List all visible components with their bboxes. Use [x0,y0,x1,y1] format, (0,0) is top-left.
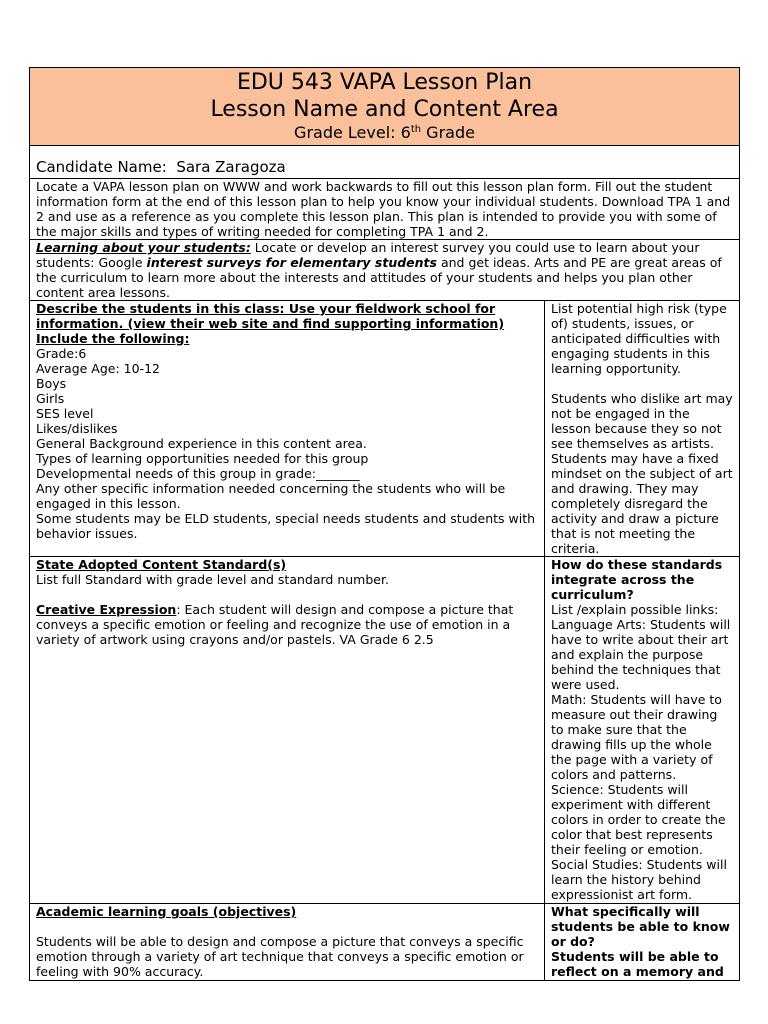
risk-cell [545,301,739,556]
describe-item: Any other specific information needed concerning the students who will be engaged in this lesson. [36,481,506,511]
candidate-name: Sara Zaragoza [176,158,286,176]
curriculum-link: Math: Students will have to measure out their drawing to make sure that the drawing fills up the whole the page with a variety of colors and patterns. [551,692,722,782]
learning-text-a: Locate or develop an interest survey you could use to learn about your students: Google [36,240,700,270]
standards-cell [30,557,545,903]
learning-row [30,240,739,301]
describe-item: Girls [36,391,65,406]
describe-row [30,301,739,557]
curriculum-link: Science: Students will experiment with different colors in order to create the color that best represents their feeling or emotion. [551,782,726,857]
document-header [30,68,739,146]
curriculum-link: Language Arts: Students will have to write about their art and explain the purpose behind the techniques that were used. [551,617,731,692]
creative-expression-label: Creative Expression [36,602,177,617]
creative-expression-text: : Each student will design and compose a picture that conveys a specific emotion or feeling and recognize the use of emotion in a variety of artwork using crayons and/or pastels. VA Grade 6 2.5 [36,602,514,647]
lesson-name-title: Lesson Name and Content Area [210,97,559,122]
intro-row [30,179,739,240]
describe-heading-2: information. (view their web site and find supporting information) [36,316,505,331]
goals-cell [30,904,545,980]
describe-item: Average Age: 10-12 [36,361,160,376]
candidate-row [30,146,739,179]
describe-item: Boys [36,376,67,391]
grade-level-ordinal: th [410,124,422,135]
goals-heading: Academic learning goals (objectives) [36,904,297,919]
links-intro: List /explain possible links: [551,602,719,617]
learning-text-b: and get ideas. Arts and PE are great areas of the curriculum to learn more about the interests and attitudes of your students and helps you plan other content area lessons. [36,255,722,300]
standards-instruction: List full Standard with grade level and standard number. [36,572,389,587]
describe-item: Developmental needs of this group in grade:_______ [36,466,360,481]
grade-level [30,123,739,143]
describe-heading-3: Include the following: [36,331,190,346]
risk-prompt: List potential high risk (type of) students, issues, or anticipated difficulties with engaging students in this learning opportunity. [551,301,727,376]
standards-heading: State Adopted Content Standard(s) [36,557,287,572]
integration-question: How do these standards integrate across the curriculum? [551,557,723,602]
document-title: EDU 543 VAPA Lesson Plan [236,70,533,95]
describe-cell [30,301,545,556]
creative-expression-standard [36,602,538,647]
describe-item: Some students may be ELD students, special needs students and students with behavior issues. [36,511,536,541]
describe-item: Grade:6 [36,346,87,361]
candidate-label: Candidate Name: [36,158,167,176]
intro-text: Locate a VAPA lesson plan on WWW and work backwards to fill out this lesson plan form. Fill out the student information form at the end of this lesson plan to help you know your individual students. Download TPA 1 and 2 and use as a reference as you complete this lesson plan. This plan is intended to provide you with some of the major skills and types of writing needed for completing TPA 1 and 2. [36,179,731,239]
standards-row [30,557,739,904]
describe-item: General Background experience in this content area. [36,436,367,451]
goals-row [30,904,739,980]
integration-cell [545,557,739,903]
learning-heading: Learning about your students: [36,240,251,255]
curriculum-link: Social Studies: Students will learn the history behind expressionist art form. [551,857,727,902]
describe-item: SES level [36,406,94,421]
describe-item: Likes/dislikes [36,421,118,436]
goals-question-cell [545,904,739,980]
learning-emphasis: interest surveys for elementary students [146,255,437,270]
goals-question: What specifically will students be able to know or do? [551,904,730,949]
describe-item: Types of learning opportunities needed for this group [36,451,369,466]
lesson-plan-document [29,67,740,981]
grade-level-suffix: Grade [421,123,475,142]
describe-heading-1: Describe the students in this class: Use your fieldwork school for [36,301,496,316]
goals-answer: Students will be able to reflect on a memory and [551,949,724,979]
goals-text: Students will be able to design and compose a picture that conveys a specific emotion through a variety of art technique that conveys a specific emotion or feeling with 90% accuracy. [36,934,524,979]
risk-answer: Students who dislike art may not be engaged in the lesson because they so not see themselves as artists. Students may have a fixed mindset on the subject of art and drawing. They may completely disregard the activity and draw a picture that is not meeting the criteria. [551,391,733,556]
grade-level-prefix: Grade Level: 6 [294,123,411,142]
